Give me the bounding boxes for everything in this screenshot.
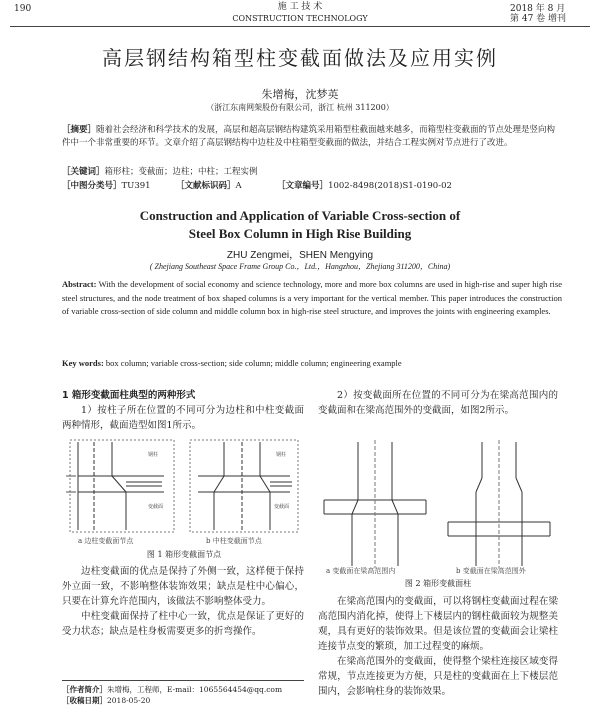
right-para-2: 在梁高范围内的变截面，可以将钢柱变截面过程在梁高范围内消化掉，使得上下楼层内的钢柱截面较为规整美观，具有更好的装饰效果。但是该位置的变截面会让梁柱连接节点变的繁琐，加工过程变的麻烦。 — [318, 596, 558, 652]
article-number-value: 1002-8498(2018)S1-0190-02 — [328, 181, 452, 191]
title-en-line1: Construction and Application of Variable Cross-section of — [139, 208, 461, 223]
figure-1-drawing — [64, 436, 304, 548]
footnote-date-text: 2018-05-20 — [107, 696, 151, 705]
keywords-cn-label: ［关键词］ — [62, 167, 105, 177]
fig2-caption: 图 2 箱形变截面柱 — [404, 579, 472, 588]
fig1a-side-column-detail — [66, 440, 174, 532]
keywords-cn-text: 箱形柱；变截面；边柱；中柱；工程实例 — [104, 167, 258, 177]
keywords-en-text: box column; variable cross-section; side column; middle column; engineering example — [105, 358, 402, 368]
footnote-author — [62, 684, 322, 695]
footnote-author-text: 朱增梅，工程师，E-mail：1065564454@qq.com — [107, 685, 283, 694]
footnote-author-label: ［作者简介］ — [62, 685, 107, 694]
fig2b-outside-beam-depth — [448, 440, 550, 568]
doc-code-value: A — [235, 181, 242, 191]
abstract-cn-text: 随着社会经济和科学技术的发展，高层和超高层钢结构建筑采用箱型柱截面越来越多，而箱型柱变截面的节点处理是竖向构件中一个非常重要的环节。文章介绍了高层钢结构中边柱及中柱箱型变截面的做法，并结合工程实例对节点进行了改进。 — [62, 125, 556, 148]
fig1-sub-b-label: b 中柱变截面节点 — [206, 537, 262, 545]
keywords-cn — [62, 166, 562, 179]
footnote-rule — [62, 680, 304, 681]
fig1-sub-a-label: a 边柱变截面节点 — [78, 537, 134, 545]
left-para-3: 中柱变截面保持了柱中心一致，优点是保证了更好的受力状态；缺点是柱身板需要更多的折弯操作。 — [62, 611, 304, 637]
svg-text:钢柱: 钢柱 — [276, 452, 287, 458]
clc-value: TU391 — [121, 181, 151, 191]
classification-line — [62, 180, 562, 193]
title-cn: 高层钢结构箱型柱变截面做法及应用实例 — [102, 46, 498, 70]
svg-text:变截面: 变截面 — [148, 504, 164, 510]
journal-name-en: CONSTRUCTION TECHNOLOGY — [232, 14, 368, 23]
footnote-date — [62, 695, 322, 706]
svg-text:变截面: 变截面 — [274, 504, 290, 510]
figure-2-drawing — [318, 438, 558, 570]
affiliation-cn: （浙江东南网架股份有限公司，浙江 杭州 311200） — [206, 103, 394, 112]
right-column-top — [318, 388, 558, 418]
left-para-2: 边柱变截面的优点是保持了外侧一致，这样便于保持外立面一致，不影响整体装饰效果；缺点是柱中心偏心，只要在计算允许范围内，该做法不影响整体受力。 — [62, 566, 304, 607]
authors-cn: 朱增梅，沈梦英 — [261, 88, 339, 101]
page-number: 190 — [14, 4, 32, 14]
title-en-line2: Steel Box Column in High Rise Building — [188, 226, 412, 241]
doc-code-label: ［文献标识码］ — [175, 181, 236, 191]
figure-2 — [318, 438, 558, 576]
clc-label: ［中图分类号］ — [62, 181, 122, 191]
right-column-bottom — [318, 594, 558, 699]
fig1-caption: 图 1 箱形变截面节点 — [146, 550, 222, 559]
issue-volume: 第 47 卷 增刊 — [510, 14, 567, 24]
article-number-label: ［文章编号］ — [277, 181, 329, 191]
journal-name-cn: 施 工 技 术 — [277, 2, 323, 12]
figure-1 — [64, 436, 304, 548]
left-column-bottom — [62, 564, 304, 639]
fig2-sub-a-label: a 变截面在梁高范围内 — [326, 567, 396, 575]
footnote — [62, 684, 322, 706]
right-para-1: 2）按变截面所在位置的不同可分为在梁高范围内的变截面和在梁高范围外的变截面，如图2所示。 — [318, 390, 558, 416]
keywords-en-label: Key words: — [62, 358, 104, 368]
keywords-en — [62, 357, 562, 371]
abstract-cn-label: ［摘要］ — [62, 125, 97, 135]
affiliation-en: ( Zhejiang Southeast Space Frame Group Co.，Ltd.，Hangzhou，Zhejiang 311200，China) — [149, 262, 451, 271]
abstract-en-label: Abstract: — [62, 279, 97, 289]
header-rule — [10, 26, 590, 27]
footnote-date-label: ［收稿日期］ — [62, 696, 107, 705]
authors-en: ZHU Zengmei，SHEN Mengying — [226, 250, 374, 261]
abstract-en — [62, 278, 562, 319]
title-en — [0, 207, 600, 243]
abstract-en-text: With the development of social economy and science technology, more and more box columns are used in high-rise and super high rise steel structures, and the node treatment of box shaped columns is a very important for the vertical member. This paper introduces the construction of variable cross-section of side column and middle column box in high-rise steel structure, and improves the joints with engineering examples. — [62, 279, 562, 316]
fig2a-within-beam-depth — [324, 440, 426, 568]
right-para-3: 在梁高范围外的变截面，使得整个梁柱连接区域变得常规，节点连接更为方便，只是柱的变截面在上下楼层范围内，会影响柱身的装饰效果。 — [318, 656, 558, 697]
svg-text:钢柱: 钢柱 — [148, 452, 159, 458]
left-para-1: 1）按柱子所在位置的不同可分为边柱和中柱变截面两种情形，截面造型如图1所示。 — [62, 405, 304, 431]
fig2-sub-b-label: b 变截面在梁高范围外 — [456, 567, 526, 575]
issue-date: 2018 年 8 月 — [510, 4, 566, 14]
left-column-top — [62, 388, 304, 433]
fig1b-middle-column-detail — [190, 440, 298, 532]
section1-heading: 1 箱形变截面柱典型的两种形式 — [62, 390, 196, 401]
abstract-cn — [62, 124, 562, 150]
